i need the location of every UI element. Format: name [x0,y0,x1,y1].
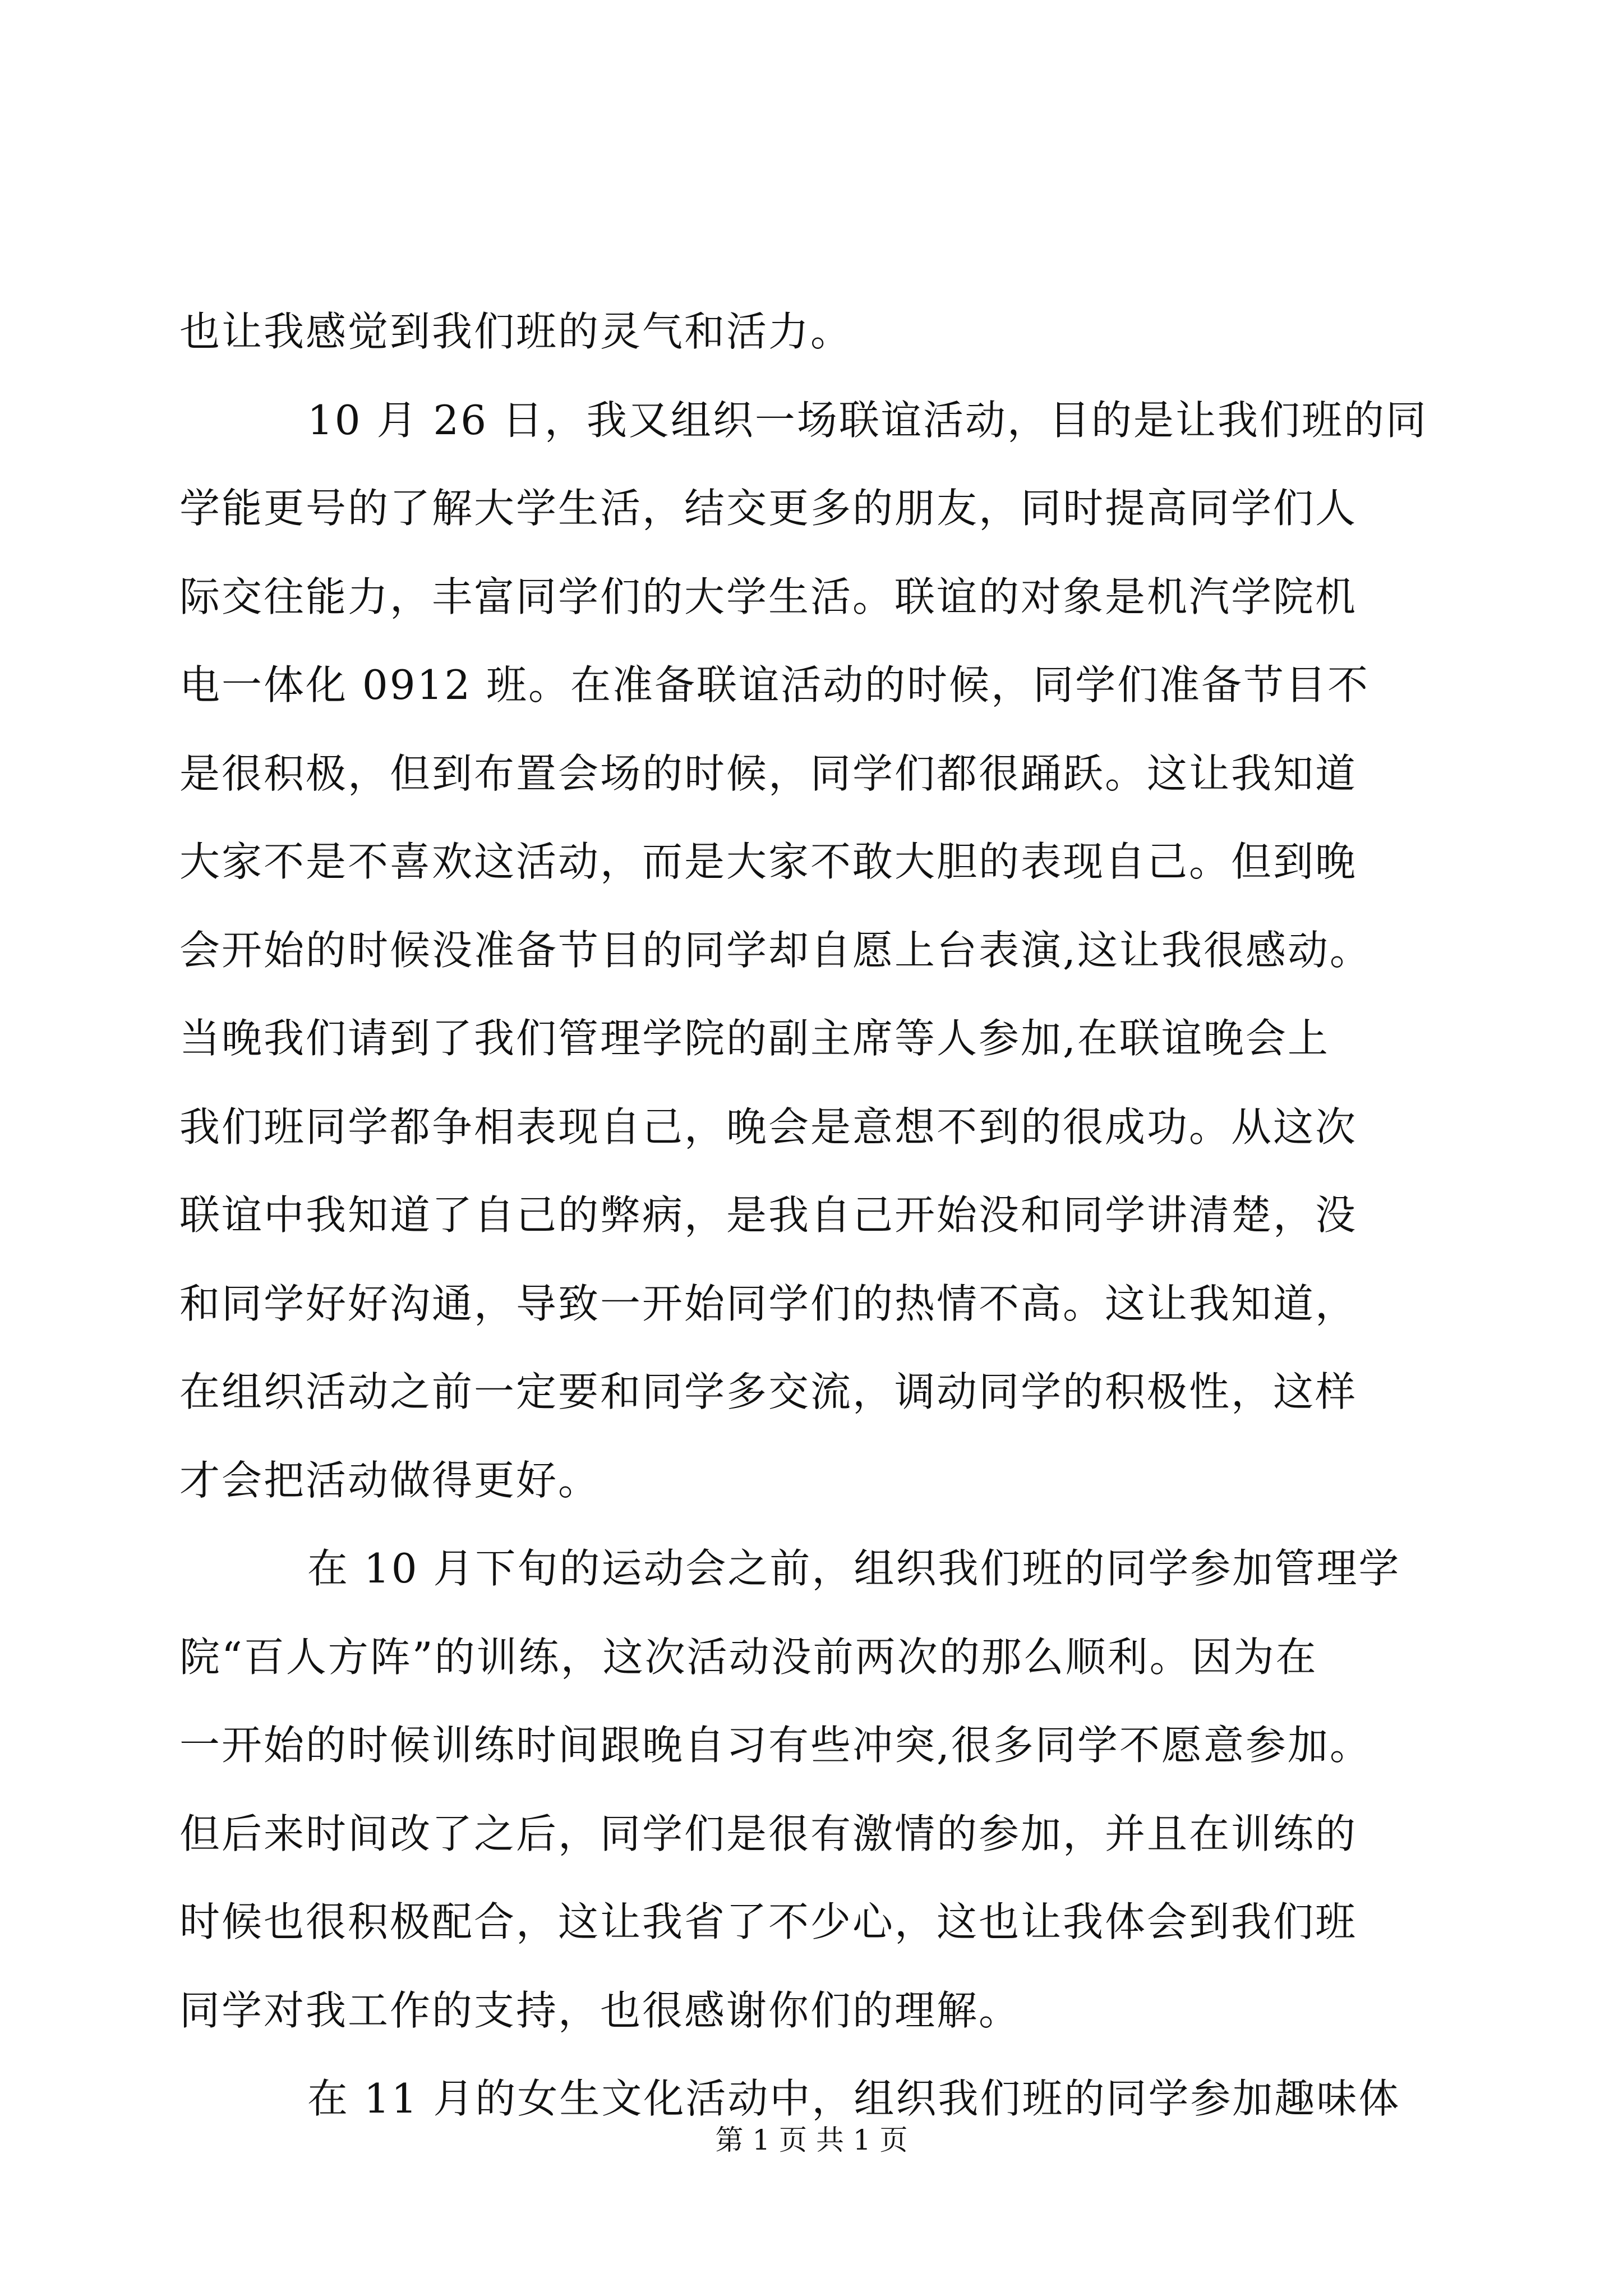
text-line: 学能更号的了解大学生活，结交更多的朋友，同时提高同学们人 [179,485,1358,532]
text-line: 同学对我工作的支持，也很感谢你们的理解。 [179,1987,1021,2034]
text-line: 一开始的时候训练时间跟晚自习有些冲突,很多同学不愿意参加。 [179,1722,1372,1769]
text-line: 时候也很积极配合，这让我省了不少心，这也让我体会到我们班 [179,1898,1358,1945]
text-line: 际交往能力，丰富同学们的大学生活。联谊的对象是机汽学院机 [179,573,1358,620]
paragraph-first-line: 在 11 月的女生文化活动中，组织我们班的同学参加趣味体 [307,2075,1401,2122]
text-line: 也让我感觉到我们班的灵气和活力。 [179,308,853,355]
text-line: 才会把活动做得更好。 [179,1457,601,1504]
text-line: 院“百人方阵”的训练，这次活动没前两次的那么顺利。因为在 [179,1634,1318,1681]
text-line: 和同学好好沟通，导致一开始同学们的热情不高。这让我知道， [179,1280,1358,1327]
paragraph-first-line: 在 10 月下旬的运动会之前，组织我们班的同学参加管理学 [307,1545,1401,1592]
text-line: 当晚我们请到了我们管理学院的副主席等人参加,在联谊晚会上 [179,1015,1330,1062]
page-footer: 第 1 页 共 1 页 [715,2124,908,2156]
text-line: 是很积极，但到布置会场的时候，同学们都很踊跃。这让我知道 [179,750,1358,797]
text-line: 会开始的时候没准备节目的同学却自愿上台表演,这让我很感动。 [179,927,1372,974]
text-line: 我们班同学都争相表现自己，晚会是意想不到的很成功。从这次 [179,1103,1358,1151]
text-line: 在组织活动之前一定要和同学多交流，调动同学的积极性，这样 [179,1368,1358,1415]
text-line: 但后来时间改了之后，同学们是很有激情的参加，并且在训练的 [179,1810,1358,1857]
text-line: 电一体化 0912 班。在准备联谊活动的时候，同学们准备节目不 [179,661,1370,708]
text-line: 联谊中我知道了自己的弊病，是我自己开始没和同学讲清楚，没 [179,1191,1358,1239]
text-line: 大家不是不喜欢这活动，而是大家不敢大胆的表现自己。但到晚 [179,838,1358,885]
paragraph-first-line: 10 月 26 日，我又组织一场联谊活动，目的是让我们班的同 [307,397,1428,444]
